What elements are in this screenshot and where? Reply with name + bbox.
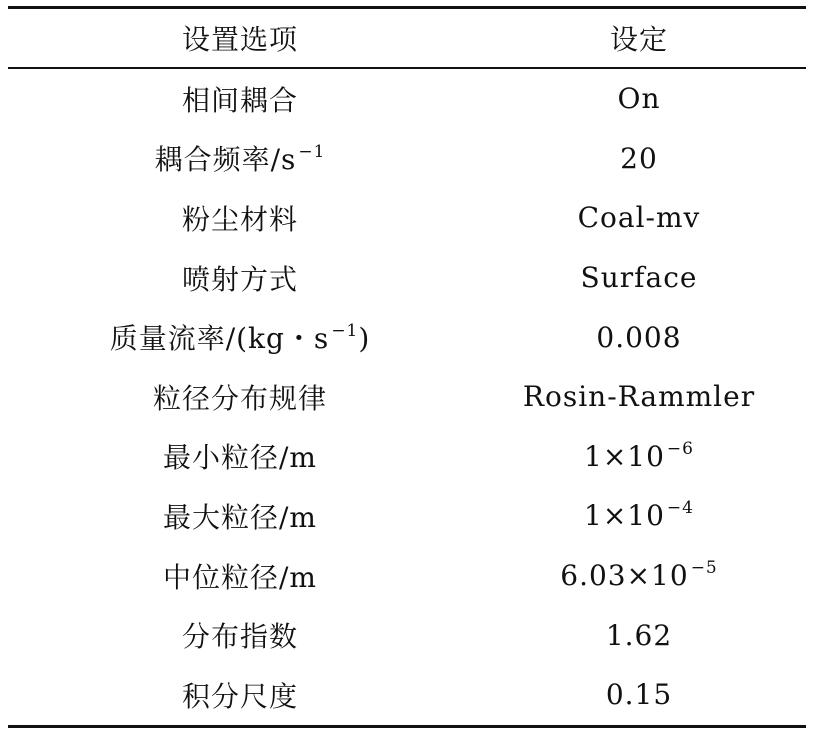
value-text: Rosin-Rammler (522, 380, 756, 414)
value-cell (472, 619, 806, 652)
value-text: 0.15 (605, 678, 673, 712)
value-text: 20 (620, 141, 658, 175)
header-value: 设定 (609, 23, 668, 56)
value-cell (472, 678, 806, 711)
table-row (8, 248, 806, 308)
setting-text: 粉尘材料 (181, 202, 298, 236)
setting-cell (8, 377, 472, 417)
table-row (8, 486, 806, 546)
table-row (8, 307, 806, 367)
value-cell (472, 440, 806, 473)
bottom-rule (8, 725, 806, 728)
table-row (8, 69, 806, 129)
table-row (8, 367, 806, 427)
table-row (8, 427, 806, 487)
settings-table (8, 6, 806, 728)
value-exponent: −5 (690, 558, 718, 579)
value-cell (472, 321, 806, 354)
value-cell (472, 82, 806, 115)
value-text: Coal-mv (577, 201, 701, 235)
value-cell (472, 261, 806, 294)
setting-cell (8, 198, 472, 238)
setting-text: 中位粒径/m (163, 560, 317, 594)
table-row (8, 605, 806, 665)
value-cell (472, 201, 806, 234)
setting-cell (8, 556, 472, 596)
setting-text: 耦合频率/s (154, 143, 297, 177)
setting-text: 粒径分布规律 (152, 381, 327, 415)
setting-cell (8, 258, 472, 298)
setting-text: 质量流率/(kg・s (109, 322, 330, 356)
table-row (8, 129, 806, 189)
value-cell (472, 142, 806, 175)
value-exponent: −4 (666, 498, 694, 519)
setting-suffix: ) (358, 322, 371, 356)
value-cell (472, 380, 806, 413)
setting-text: 分布指数 (181, 620, 298, 654)
value-text: 1×10 (584, 499, 665, 533)
setting-cell (8, 615, 472, 655)
value-cell (472, 499, 806, 532)
table-row (8, 665, 806, 725)
value-text: On (617, 82, 661, 116)
setting-cell (8, 79, 472, 119)
value-text: Surface (580, 261, 698, 295)
setting-text: 积分尺度 (181, 679, 298, 713)
value-exponent: −6 (666, 438, 694, 459)
setting-text: 最大粒径/m (163, 500, 317, 534)
value-cell (472, 559, 806, 592)
setting-exponent: −1 (298, 142, 326, 163)
table-header-row (8, 9, 806, 67)
setting-cell (8, 436, 472, 476)
setting-cell (8, 496, 472, 536)
value-text: 0.008 (596, 320, 682, 354)
setting-text: 相间耦合 (181, 83, 298, 117)
setting-text: 喷射方式 (181, 262, 298, 296)
setting-cell (8, 317, 472, 357)
table-row (8, 188, 806, 248)
table-row (8, 546, 806, 606)
header-setting: 设置选项 (181, 23, 298, 56)
setting-cell (8, 675, 472, 715)
setting-cell (8, 138, 472, 178)
setting-text: 最小粒径/m (163, 441, 317, 475)
value-text: 1.62 (605, 618, 673, 652)
value-text: 6.03×10 (560, 559, 689, 593)
setting-exponent: −1 (331, 321, 359, 342)
value-text: 1×10 (584, 439, 665, 473)
